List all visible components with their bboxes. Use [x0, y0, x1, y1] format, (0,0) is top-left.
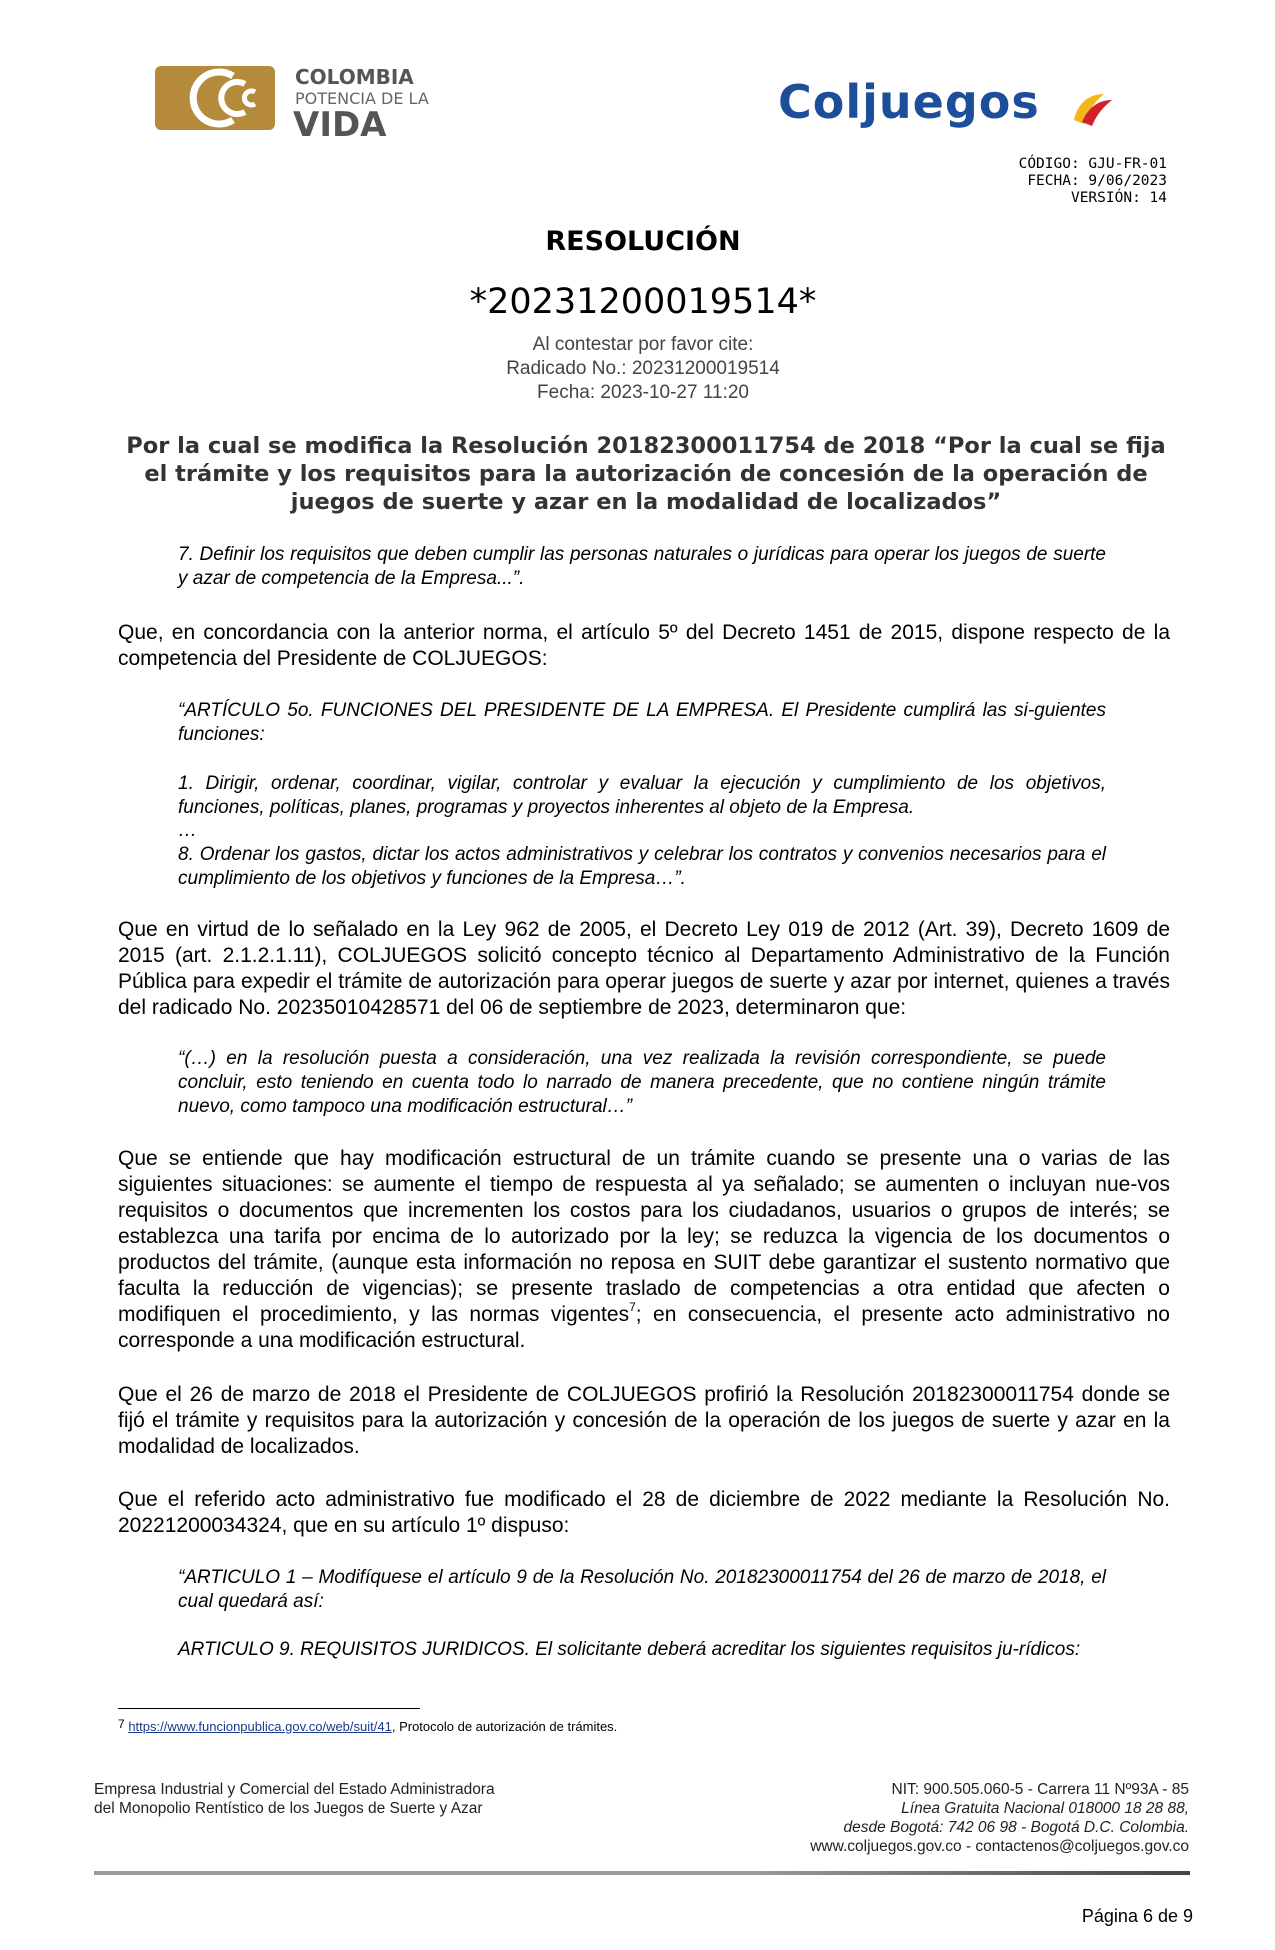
footnote-ref[interactable]: 7 — [629, 1300, 636, 1314]
quote-function-1: 1. Dirigir, ordenar, coordinar, vigilar, controlar y evaluar la ejecución y cumplimiento de los objetivos, funciones, políticas, planes, programas y proyectos inherentes al objeto de la Empresa. — [178, 773, 1106, 818]
document-version: VERSIÓN: 14 — [1070, 190, 1167, 206]
paragraph: Que en virtud de lo señalado en la Ley 962 de 2005, el Decreto Ley 019 de 2012 (Art. 39), Decreto 1609 de 2015 (art. 2.1.2.1.11), COLJUEGOS solicitó concepto técnico al Departamento Administrativo de la Función Pública para expedir el trámite de autorización para operar juegos de suerte y azar por internet, quienes a través del radicado No. 20235010428571 del 06 de septiembre de 2023, determinaron que: — [118, 918, 1170, 1019]
coljuegos-logo — [778, 72, 1148, 132]
resolution-subject: Por la cual se modifica la Resolución 20182300011754 de 2018 “Por la cual se fija el trámite y los requisitos para la autorización de concesión de la operación de juegos de suerte y azar en la modalidad de localizados” — [126, 433, 1166, 515]
quote-concept: “(…) en la resolución puesta a consideración, una vez realizada la revisión correspondiente, se puede concluir, esto teniendo en cuenta todo lo narrado de manera precedente, que no contiene ningún trámite nuevo, como tampoco una modificación estructural…” — [178, 1048, 1106, 1117]
document-code: CÓDIGO: GJU-FR-01 — [1018, 156, 1167, 172]
footnote-link[interactable]: https://www.funcionpublica.gov.co/web/suit/41 — [128, 1719, 392, 1734]
quote-item-7: 7. Definir los requisitos que deben cumplir las personas naturales o jurídicas para operar los juegos de suerte y azar de competencia de la Empresa...”. — [178, 544, 1106, 589]
svg-text:Coljuegos: Coljuegos — [778, 75, 1040, 129]
cite-label: Al contestar por favor cite: — [532, 334, 754, 355]
quote-article-5: “ARTÍCULO 5o. FUNCIONES DEL PRESIDENTE DE LA EMPRESA. El Presidente cumplirá las si-guientes funciones: — [178, 700, 1106, 745]
quote-article-1: “ARTICULO 1 – Modifíquese el artículo 9 de la Resolución No. 20182300011754 del 26 de marzo de 2018, el cual quedará así: — [178, 1567, 1106, 1612]
paragraph: Que el 26 de marzo de 2018 el Presidente de COLJUEGOS profirió la Resolución 20182300011754 donde se fijó el trámite y requisitos para la autorización y concesión de la operación de los juegos de suerte y azar en la modalidad de localizados. — [118, 1383, 1170, 1458]
radicado-number: *20231200019514* — [469, 282, 817, 322]
footnote: $^7$ https://www.funcionpublica.gov.co/web/suit/41, Protocolo de autorización de trámites. — [118, 1717, 618, 1734]
footer-divider — [94, 1871, 1190, 1875]
document-type-title: RESOLUCIÓN — [545, 226, 741, 257]
paragraph: Que, en concordancia con la anterior norma, el artículo 5º del Decreto 1451 de 2015, dispone respecto de la competencia del Presidente de COLJUEGOS: — [118, 621, 1170, 670]
quote-ellipsis: … — [178, 820, 197, 841]
footer-company: Empresa Industrial y Comercial del Estado Administradora del Monopolio Rentístico de los Juegos de Suerte y Azar — [94, 1781, 495, 1817]
svg-text:COLOMBIA: COLOMBIA — [295, 65, 414, 89]
page-number: Página 6 de 9 — [1081, 1906, 1193, 1926]
quote-function-8: 8. Ordenar los gastos, dictar los actos administrativos y celebrar los contratos y convenios necesarios para el cumplimiento de los objetivos y funciones de la Empresa…”. — [178, 844, 1106, 889]
footnote-separator — [118, 1708, 420, 1709]
colombia-potencia-vida-logo — [155, 62, 475, 142]
svg-text:VIDA: VIDA — [293, 105, 387, 142]
footer-contact: NIT: 900.505.060-5 - Carrera 11 Nº93A - 85 Línea Gratuita Nacional 018000 18 28 88, desde Bogotá: 742 06 98 - Bogotá D.C. Colombia. www.coljuegos.gov.co - contactenos@coljuegos.gov.co — [810, 1781, 1189, 1855]
paragraph: Que el referido acto administrativo fue modificado el 28 de diciembre de 2022 mediante la Resolución No. 20221200034324, que en su artículo 1º dispuso: — [118, 1488, 1170, 1537]
cite-radicado: Radicado No.: 20231200019514 — [506, 358, 780, 379]
paragraph-structural-modification: Que se entiende que hay modificación estructural de un trámite cuando se presente una o varias de las siguientes situaciones: se aumente el tiempo de respuesta al ya señalado; se aumenten o incluyan nue-vos requisitos o documentos que incrementen los costos para los ciudadanos, usuarios o grupos de interés; se establezca una tarifa por encima de lo autorizado por la ley; se reduzca la vigencia de los documentos o productos del trámite, (aunque esta información no reposa en SUIT debe garantizar el sustento normativo que faculta la reducción de vigencias); se presente traslado de competencias a otra entidad que afecten o modifiquen el procedimiento, y las normas vigentes$^7$; en consecuencia, el presente acto administrativo no corresponde a una modificación estructural. — [118, 1147, 1170, 1352]
cite-date: Fecha: 2023-10-27 11:20 — [537, 382, 749, 403]
quote-article-9: ARTICULO 9. REQUISITOS JURIDICOS. El solicitante deberá acreditar los siguientes requisitos ju-rídicos: — [178, 1639, 1081, 1660]
svg-text:POTENCIA DE LA: POTENCIA DE LA — [295, 89, 429, 108]
document-date: FECHA: 9/06/2023 — [1027, 173, 1167, 189]
